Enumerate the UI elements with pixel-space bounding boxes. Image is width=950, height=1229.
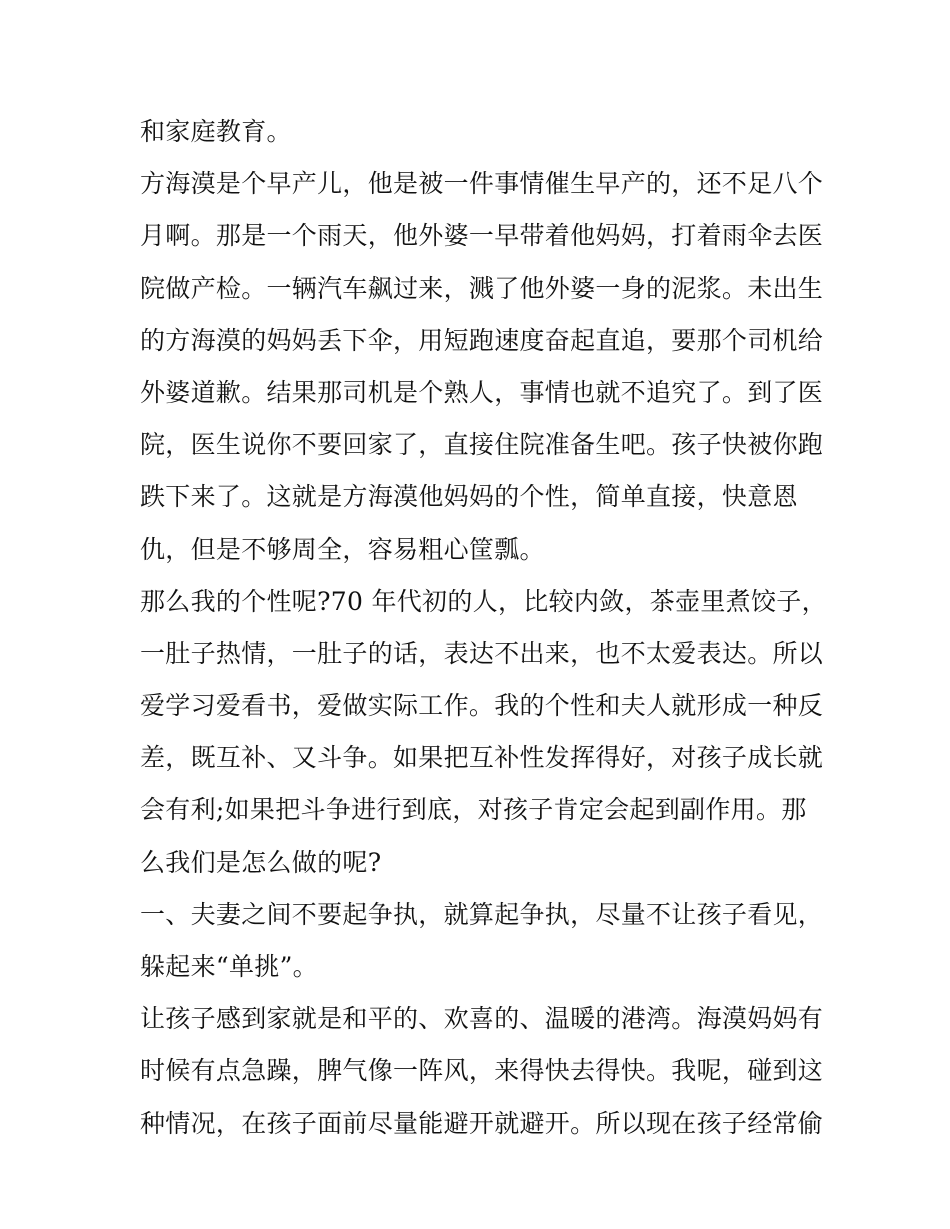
text-line: 差，既互补、又斗争。如果把互补性发挥得好，对孩子成长就 — [140, 743, 824, 773]
text-line: 种情况，在孩子面前尽量能避开就避开。所以现在孩子经常偷 — [140, 1108, 824, 1138]
text-line: 让孩子感到家就是和平的、欢喜的、温暖的港湾。海漠妈妈有 — [140, 1004, 824, 1034]
text-line: 和家庭教育。 — [140, 117, 292, 146]
text-line: 的方海漠的妈妈丢下伞，用短跑速度奋起直追，要那个司机给 — [140, 325, 824, 355]
body-text — [140, 106, 827, 1150]
text-line: 院，医生说你不要回家了，直接住院准备生吧。孩子快被你跑 — [140, 430, 824, 460]
text-line: 院做产检。一辆汽车飙过来，溅了他外婆一身的泥浆。未出生 — [140, 273, 824, 303]
text-line: 么我们是怎么做的呢? — [140, 847, 382, 877]
text-line: 那么我的个性呢?70 年代初的人，比较内敛，茶壶里煮饺子， — [140, 586, 827, 616]
text-line: 躲起来“单挑”。 — [140, 952, 318, 981]
text-line: 时候有点急躁，脾气像一阵风，来得快去得快。我呢，碰到这 — [140, 1056, 824, 1086]
text-line: 一肚子热情，一肚子的话，表达不出来，也不太爱表达。所以 — [140, 638, 824, 668]
text-line: 爱学习爱看书，爱做实际工作。我的个性和夫人就形成一种反 — [140, 691, 824, 721]
text-line: 方海漠是个早产儿，他是被一件事情催生早产的，还不足八个 — [140, 169, 824, 199]
text-line: 月啊。那是一个雨天，他外婆一早带着他妈妈，打着雨伞去医 — [140, 221, 824, 251]
text-line: 会有利;如果把斗争进行到底，对孩子肯定会起到副作用。那 — [140, 795, 807, 825]
text-line: 跌下来了。这就是方海漠他妈妈的个性，简单直接，快意恩 — [140, 482, 798, 512]
text-line: 一、夫妻之间不要起争执，就算起争执，尽量不让孩子看见， — [140, 899, 824, 929]
text-line: 仇，但是不够周全，容易粗心筐瓢。 — [140, 534, 545, 564]
text-line: 外婆道歉。结果那司机是个熟人，事情也就不追究了。到了医 — [140, 377, 824, 407]
